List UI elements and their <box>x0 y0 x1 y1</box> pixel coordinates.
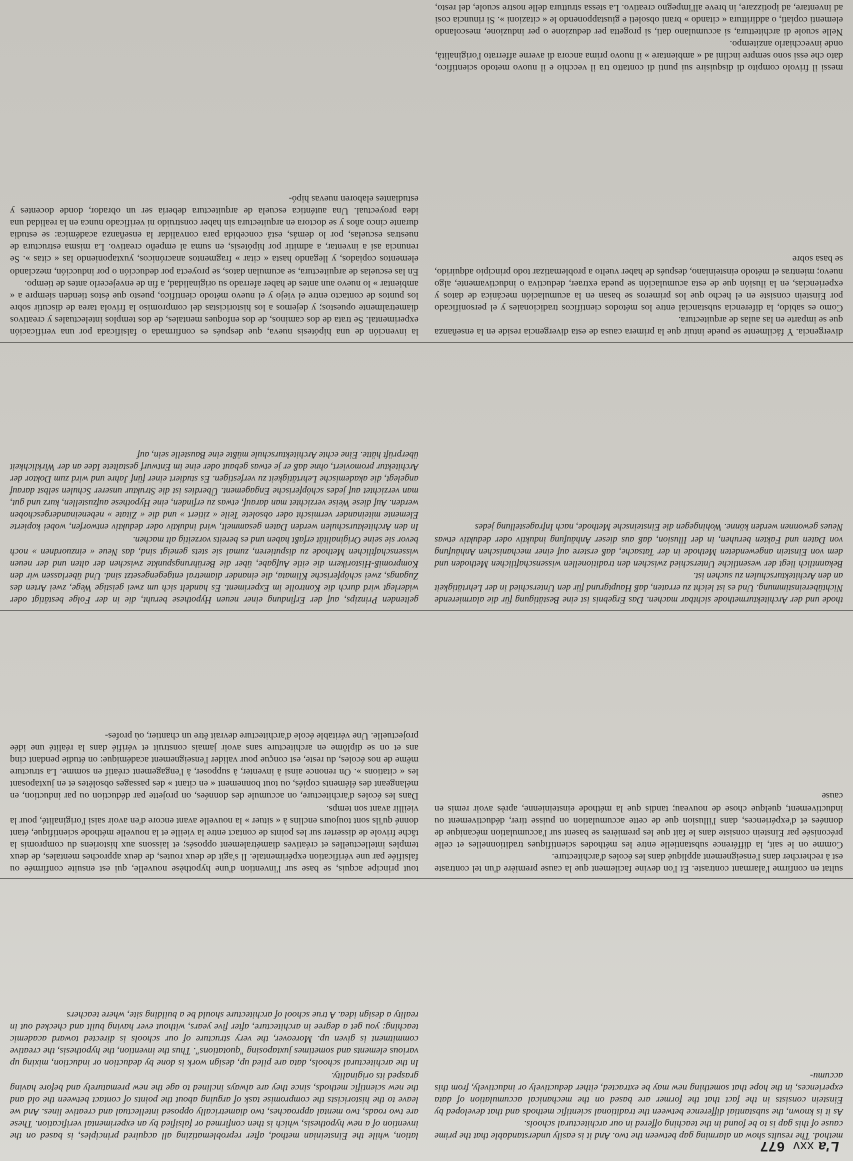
german-column-1 <box>435 347 844 605</box>
spanish-column-1 <box>435 79 844 337</box>
spanish-text-1: divergencia. Y fácilmente se puede intuir que la primera causa de esta divergencia reside en la enseñanza que se imparte en las aulas de arquitectura. Como es sabido, la diferencia substancial entre los métodos científicos tradicionales y el personificado por Einstein consiste en el hecho que los primeros se basan en la acumulación mecánica de datos y experiencias, en la ilusión que de esta acumulación se pueda extraer, deductiva o inductivamente, algo nuevo; mientras el método einsteiniano, después de haber vuelto a problematizar todo principio adquirido, se basa sobre <box>434 253 843 337</box>
page-number: 677 <box>759 1139 785 1155</box>
section-divider <box>0 878 853 879</box>
english-column-2 <box>10 883 419 1141</box>
page-header <box>760 1139 839 1155</box>
french-text-2: tout principe acquis, se base sur l'invention d'une hypothèse nouvelle, qui est ensuite confirmée ou falsifiée par une vérification expérimentale. Il s'agit de deux routes, de deux approches mentales, de deux temples intellectuelles et créatives diamétralement opposés; et laissons aux historiens du compromis la tâche frivole de disserter sur les points de contact entre la vieille et la nouvelle méthode scientifique, étant donné qu'ils sont toujours enclins à « situer » la nouvelle avant encore d'en avoir saisi l'originalité, pour la vieillir avant son temps. Dans les écoles d'architecture, on accumule des données, on projette par déduction ou par induction, en mélangeant des éléments copiés, ou tout bonnement « en citant » des passages obsolètes et en juxtaposant les « citations ». On renonce ainsi à inventer, à supposer, à l'engagement créatif en somme. La structure même de nos écoles, du reste, est conçue pour valider l'enseignement académique: on étudie pendant cinq ans et on se diplôme en architecture sans avoir jamais construit et vérifié dans la réalité une idée projectuelle. Une véritable école d'architecture devrait être un chantier, où profes- <box>10 729 419 874</box>
german-column-2 <box>10 347 419 605</box>
spanish-column-2 <box>10 7 419 337</box>
english-column-1 <box>435 883 844 1141</box>
italian-text-1: messi il frivolo compito di disquisire sui punti di contatto tra il vecchio e il nuovo metodo scientifico, dato che essi sono sempre inclini ad « ambientare » il nuovo prima ancora di averne afferrato l'originalità, onde invecchiarlo anzitempo. Nelle scuole di architettura, si accumulano dati, si progetta per deduzione o per induzione, mescolando elementi copiati, o addirittura « citando » brani obsoleti e giustapponendo le « citazioni ». Si rinuncia così ad inventare, ad ipotizzare, in breve all'impegno creativo. La stessa struttura delle nostre scuole, del resto, <box>435 1 843 74</box>
section-divider <box>0 342 853 343</box>
german-text-2: geltenden Prinzips, auf der Erfindung einer neuen Hypothese beruht, die in der Folge bestätigt oder widerlegt wird durch die Kontrolle im Experiment. Es handelt sich um zwei geistige Wege, zwei Arten des Zugangs, zwei schöpferische Klimata, die einander diametral entgegengesetzt sind. Und überlassen wir den Kompromiß-Historikern die eitle Aufgabe, über die Berührungspunkte zwischen der alten und der neuen wissenschaftlichen Methode zu disputieren, zumal sie stets geneigt sind, das Neue « einzuordnen » noch bevor sie seine Originalität erfaßt haben und es bereits vorzeitig alt machen. In den Architekturschulen werden Daten gesammelt, wird induktiv oder deduktiv entworfen, wobei kopierte Elemente miteinander vermischt oder obsolete Teile « zitiert » und die « Zitate » nebeneinandergeschoben werden. Auf diese Weise verzichtet man darauf, etwas zu erfinden, eine Hypothese aufzustellen, kurz und gut, man verzichtet auf jedes schöpferische Engagement. Überdies ist die Struktur unserer Schulen selbst darauf angelegt, die akademische Lehrtätigkeit zu verfestigen. Es studiert einer fünf Jahre und wird zum Doktor der Architektur promoviert, ohne daß er je etwas gebaut oder eine im Entwurf gestaltete Idee an der Wirklichkeit überprüft hätte. Eine echte Architekturschule müßte eine Baustelle sein, auf <box>10 448 419 604</box>
french-text-1: sultat en confirme l'alarmant contraste. Et l'on devine facilement que la cause première d'un tel contraste est à rechercher dans l'enseignement appliqué dans les écoles d'architecture. Comme on le sait, la différence substantielle entre les méthodes scientifiques traditionnelles et celle préconisée par Einstein consiste dans le fait que les premières se basent sur l'accumulation mécanique de données et d'expériences, dans l'illusion que de cette accumulation on puisse tirer, déductivement ou inductivement, quelque chose de nouveau; tandis que la méthode einsteinienne, après avoir remis en cause <box>434 790 843 874</box>
german-text-1: thode und der Architekturmethode sichtbar machen. Das Ergebnis ist eine Bestätigung für die alarmierende Nichtübereinstimmung. Und es ist leicht zu erraten, daß Hauptgrund für den Unterschied in der Lehrtätigkeit an den Architekturschulen zu suchen ist. Bekanntlich liegt der wesentliche Unterschied zwischen den traditionellen wissenschaftlichen Methoden und dem von Einstein angewendeten Methode in der Tatsache, daß erstere auf einer mechanischen Anhäufung von Daten und Fakten beruhen, in der Illusion, daß aus dieser Anhäufung induktiv oder deduktiv etwas Neues gewonnen werden könne. Wohingegen die Einsteinsche Methode, nach Infragestellung jedes <box>434 521 843 604</box>
english-text-section <box>10 883 843 1141</box>
english-text-1: method. The results show an alarming gap between the two. And it is easily understandable that the prime cause of this gap is to be found in the teaching offered in our architectural schools. As it is known, the substantial difference between the traditional scientific methods and that developed by Einstein consists in the fact that the former are based on the mechanical accumulation of data experiences, in the hope that something new may be extracted, either deductively or inductively, from this accumu- <box>434 1069 843 1141</box>
french-column-1 <box>435 616 844 874</box>
issue-number: xxv <box>792 1139 814 1154</box>
spanish-text-2: la invención de una hipótesis nueva, que después es confirmada o falsificada por una verificación experimental. Se trata de dos caminos, de dos enfoques mentales, de dos templos intelectuales y creativos diametralmente opuestos; y dejemos a los historicistas del compromiso la frívola tarea de discutir sobre los puntos de contacto entre el viejo y el nuevo método científico, puesto que éstos tienden siempre a « ambientar » lo nuevo aun antes de haber aferrado su originalidad, a fin de envejecerlo antes de tiempo. En las escuelas de arquitectura, se acumulan datos, se proyecta por deducción o por inducción, mezclando elementos copiados, y llegando hasta « citar » fragmentos anacrónicos, yuxtaponiendo las « citas ». Se renuncia así a inventar, a admitir por hipótesis, en suma al empeño creativo. La misma estructura de nuestras escuelas, por lo demás, está concebida para convalidar la enseñanza académica: se estudia durante cinco años y se doctora en arquitectura sin haber construido ni verificado nunca en la realidad una idea proyectual. Una auténtica escuela de arquitectura debería ser un obrador, donde docentes y estudiantes elaboren nuevas hipó- <box>10 192 419 337</box>
french-text-section <box>10 616 843 874</box>
english-text-2: lation, while the Einsteinian method, after reproblematizing all acquired principles, is based on the invention of a new hypothesis, which is then confirmed or falsified by an experimental verification. These are two roads, two mental approaches, two diametrically opposed intellectual and creative lines. And we leave to the historicists the compromise task of arguing about the points of contact between the old and the new scientific methods, since they are always inclined to age the new prematurely and before having grasped its originality. In the architectural schools, data are piled up, design work is done by deduction or induction, mixing up various elements and sometimes juxtaposing "quotations". Thus the invention, the hypothesis, the creative commitment is given up. Moreover, the very structure of our schools is directed toward academic teaching: you get a degree in architecture, after five years, without ever having built and checked out in reality a design idea. A true school of architecture should be a building site, where teachers <box>10 1009 419 1141</box>
italian-text-block <box>435 3 843 83</box>
german-text-section <box>10 347 843 605</box>
magazine-name: L'a <box>817 1139 839 1155</box>
section-divider <box>0 610 853 611</box>
french-column-2 <box>10 616 419 874</box>
